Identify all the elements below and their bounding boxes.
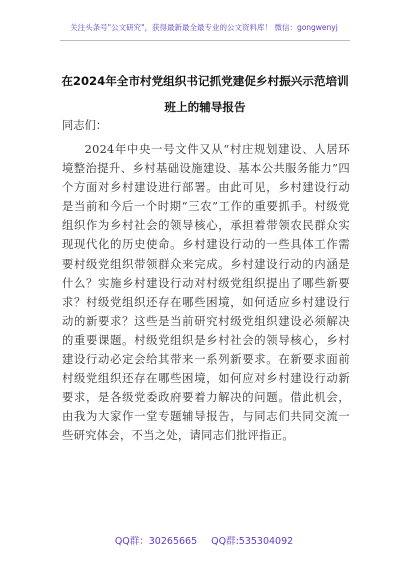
salutation: 同志们： xyxy=(62,119,108,132)
footer-qq-group-2: QQ群:535304092 xyxy=(211,536,294,547)
header-banner: 关注头条号"公文研究"，获得最新最全最专业的公文资料库！ 微信：gongwenyj xyxy=(70,23,338,32)
document-title: 在2024年全市村党组织书记抓党建促乡村振兴示范培训班上的辅导报告 xyxy=(61,74,349,114)
header-divider xyxy=(60,40,350,41)
footer-contact xyxy=(0,533,408,547)
footer-qq-group-1: QQ群：30265665 xyxy=(114,536,198,547)
body-paragraph: 2024年中央一号文件又从“村庄规划建设、人居环境整治提升、乡村基础设施建设、基本公共服务能力”四个方面对乡村建设进行部署。由此可见，乡村建设行动是当前和今后一个时期“三农”工作的重要抓手。村级党组织作为乡村社会的领导核心，承担着带领农民群众实现现代化的历史使命。乡村建设行动的一些具体工作需要村级党组织带领群众来完成。乡村建设行动的内涵是什么？实施乡村建设行动对村级党组织提出了哪些新要求？村级党组织还存在哪些困境，如何适应乡村建设行动的新要求？这些是当前研究村级党组织建设必须解决的重要课题。村级党组织是乡村社会的领导核心，乡村建设行动必定会给其带来一系列新要求。在新要求面前村级党组织还存在哪些困境，如何应对乡村建设行动新要求，是各级党委政府要着力解决的问题。借此机会，由我为大家作一堂专题辅导报告，与同志们共同交流一些研究体会，不当之处，请同志们批评指正。 xyxy=(62,143,350,443)
